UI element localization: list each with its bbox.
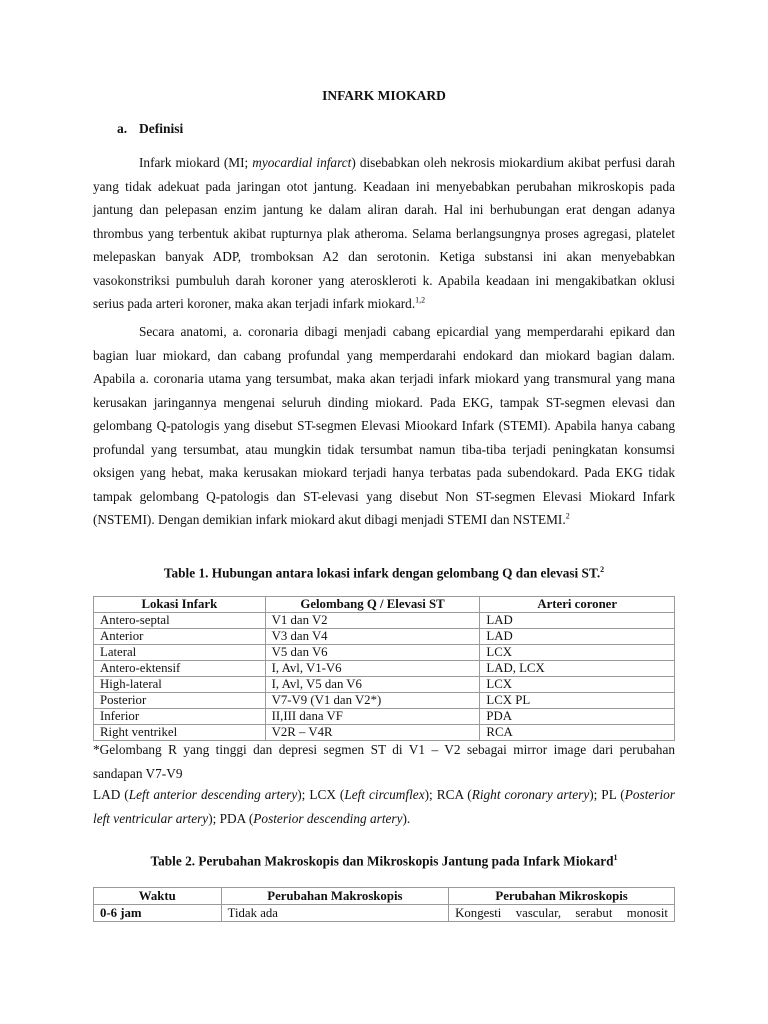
table2-header-cell: Waktu [94,888,222,905]
table1-header-cell: Lokasi Infark [94,597,266,613]
table1-header-cell: Arteri coroner [480,597,675,613]
table1-caption [0,565,768,581]
legend-text: ); PDA ( [208,810,254,826]
table-cell: V3 dan V4 [265,629,480,645]
abbreviation-legend [93,783,675,830]
table1-caption-text: Table 1. Hubungan antara lokasi infark dengan gelombang Q dan elevasi ST. [163,565,601,581]
section-label: Definisi [139,121,184,136]
table-cell: LAD [480,613,675,629]
table1-header-cell: Gelombang Q / Elevasi ST [265,597,480,613]
table-cell: V1 dan V2 [265,613,480,629]
table-cell: LAD [480,629,675,645]
document-title: INFARK MIOKARD [322,88,446,103]
table-row [94,613,675,629]
table-cell: Kongesti vascular, serabut monosit [449,905,675,922]
table-cell: V5 dan V6 [265,645,480,661]
section-number: a. [117,121,128,136]
table-cell: I, Avl, V5 dan V6 [265,677,480,693]
p1-text-c: ) disebabkan oleh nekrosis miokardium akibat perfusi darah yang tidak adekuat pada jaringan otot jantung. Keadaan ini menyebabkan perubahan mikroskopis pada jantung dan pelepasan enzim jantung ke dalam aliran darah. Hal ini berhubungan erat dengan adanya thrombus yang terbentuk akibat rupturnya plak atheroma. Selama berlangsungnya proses agregasi, platelet melepaskan banyak ADP, tromboksan A2 dan serotonin. Ketiga substansi ini akan menyebabkan vasokonstriksi pumbuluh darah koroner yang ateroskleroti k. Apabila keadaan ini mengakibatkan oklusi serius pada arteri koroner, maka akan terjadi infark miokard. [93,155,676,311]
table-cell: Posterior [94,693,266,709]
table-cell: RCA [480,725,675,741]
table-cell: Antero-septal [94,613,266,629]
legend-term: Posterior descending artery [253,810,403,826]
table1-caption-reference: 2 [600,565,605,574]
p2-text: Secara anatomi, a. coronaria dibagi menjadi cabang epicardial yang memperdarahi epikard dan bagian luar miokard, dan cabang profundal yang memperdarahi endokard dan miokard bagian dalam. Apabila a. coronaria utama yang tersumbat, maka akan terjadi infark miokard yang transmural yang mana kerusakan jaringannya mengenai seluruh dinding miokard. Pada EKG, tampak ST-segmen elevasi dan gelombang Q-patologis yang disebut ST-segmen Elevasi Miookard Infark (STEMI). Apabila hanya cabang profundal yang tersumbat, atau mungkin tidak tersumbat namun tiba-tiba terjadi peningkatan konsumsi oksigen yang hebat, maka kerusakan miokard terjadi hanya terbatas pada subendokard. Pada EKG tidak tampak gelombang Q-patologis dan ST-elevasi yang disebut Non ST-segmen Elevasi Miokard Infark (NSTEMI). Dengan demikian infark miokard akut dibagi menjadi STEMI dan NSTEMI. [93,324,675,527]
legend-text: ). [402,810,411,826]
table-cell: I, Avl, V1-V6 [265,661,480,677]
table-cell: LAD, LCX [480,661,675,677]
table2-header-cell: Perubahan Mikroskopis [449,888,675,905]
table-row [94,677,675,693]
table-cell: LCX [480,645,675,661]
legend-term: Posterior left ventricular artery [93,787,675,826]
legend-term: Left circumflex [344,787,425,802]
paragraph-anatomy [93,320,675,532]
p1-text-a: Infark miokard (MI; [139,155,253,170]
table-cell: LCX [480,677,675,693]
table-cell: PDA [480,709,675,725]
table-cell: Antero-ektensif [94,661,266,677]
table-cell: Tidak ada [221,905,449,922]
table-row [94,629,675,645]
legend-text: ); LCX ( [297,787,345,802]
paragraph-definition [93,151,675,316]
table1-header-row [94,597,675,613]
table-cell: Inferior [94,709,266,725]
table-row [94,693,675,709]
table2-header-cell: Perubahan Makroskopis [221,888,449,905]
legend-text: ); PL ( [589,787,625,802]
table2-caption-reference: 1 [613,853,618,862]
table-cell: Right ventrikel [94,725,266,741]
legend-term: Right coronary artery [471,787,590,802]
table-cell: Anterior [94,629,266,645]
table-row [94,709,675,725]
p1-reference: 1,2 [415,295,426,305]
table-cell: 0-6 jam [94,905,222,922]
p1-italic-term: myocardial infarct [252,155,352,170]
table1-footnote: *Gelombang R yang tinggi dan depresi segmen ST di V1 – V2 sebagai mirror image dari perubahan sandapan V7-V9 [93,742,675,781]
table-row [94,645,675,661]
table-cell: V7-V9 (V1 dan V2*) [265,693,480,709]
p2-reference: 2 [565,511,570,521]
table-cell: II,III dana VF [265,709,480,725]
table2 [93,887,675,922]
legend-text: ); RCA ( [424,787,472,802]
legend-text: LAD ( [93,787,129,802]
section-heading [117,121,183,137]
table-cell: LCX PL [480,693,675,709]
legend-term: Left anterior descending artery [128,787,298,802]
table1 [93,596,675,741]
table-cell: V2R – V4R [265,725,480,741]
table2-caption-text: Table 2. Perubahan Makroskopis dan Mikroskopis Jantung pada Infark Miokard [150,853,614,869]
table2-header-row [94,888,675,905]
table-cell: Lateral [94,645,266,661]
table-row [94,905,675,922]
table2-caption [0,853,768,869]
table-cell: High-lateral [94,677,266,693]
table-row [94,661,675,677]
